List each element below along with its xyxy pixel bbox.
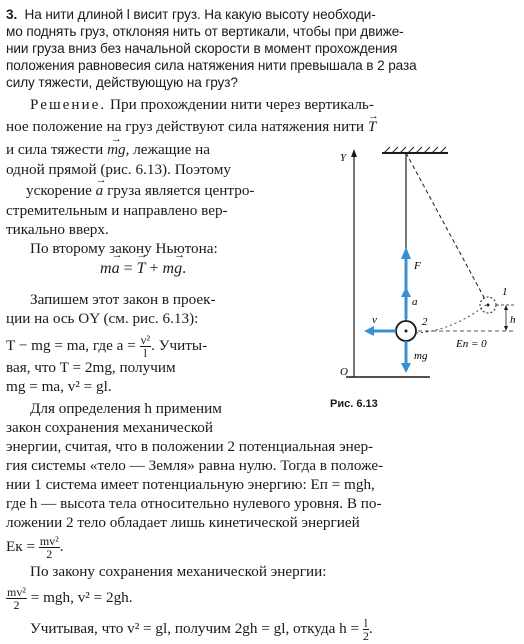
solution-line-24: Учитывая, что v² = gl, получим 2gh = gl, откуда h = $\frac{l}{2}$ . (30, 616, 373, 643)
problem-line-5: силу тяжести, действующую на груз? (6, 75, 238, 90)
solution-line-4: одной прямой (рис. 6.13). Поэтому (6, 161, 231, 178)
problem-line-3: нии груза вниз без начальной скорости в момент прохождения (6, 41, 398, 56)
problem-number: 3. (6, 7, 18, 22)
label-v: v (372, 314, 377, 326)
vector-a: → a (96, 182, 104, 200)
string-deflected (406, 153, 486, 301)
ceiling-support (382, 147, 448, 153)
label-pos-1: 1 (502, 286, 508, 298)
solution-line-7: тикально вверх. (6, 221, 109, 238)
solution-line-14: Для определения h применим (30, 400, 222, 417)
problem-line-1: 3. На нити длиной l висит груз. На какую высоту необходи- (6, 7, 376, 22)
fraction-mv2-over-2-b: $\frac{\text{mv²}}{2}$ (7, 585, 26, 612)
solution-line-12: вая, что T = 2mg, получим (6, 359, 176, 376)
label-pos-2: 2 (422, 316, 428, 328)
label-a: a (412, 296, 418, 308)
solution-line-22: По закону сохранения механической энергии: (30, 563, 327, 580)
solution-line-6: стремительным и направлено вер- (6, 202, 228, 219)
label-zero-level: Eп = 0 (456, 338, 487, 350)
solution-heading: Решение. (30, 96, 107, 113)
solution-line-20: ложении 2 тело обладает лишь кинетической энергией (6, 514, 360, 531)
problem-line-4: положения равновесия сила натяжения нити превышала в 2 раза (6, 58, 417, 73)
solution-line-16: энергии, считая, что в положении 2 потенциальная энер- (6, 438, 374, 455)
solution-line-23: $\frac{\text{mv²}}{2}$ = mgh, v² = 2gh. (7, 585, 133, 612)
label-h: h (510, 314, 516, 326)
problem-line-2: мо поднять груз, отклоняя нить от вертикали, чтобы при движе- (6, 24, 404, 39)
solution-line-3: и сила тяжести → mg, лежащие на (6, 141, 210, 159)
label-origin: O (340, 366, 348, 378)
solution-line-1: Решение. При прохождении нити через вертикаль- (30, 96, 374, 113)
solution-line-10: ции на ось OY (см. рис. 6.13): (6, 310, 199, 327)
figure-caption: Рис. 6.13 (330, 398, 378, 410)
fraction-v2-over-l: $\frac{\text{v²}}{l}$ (140, 333, 151, 360)
vector-T: → T (368, 118, 376, 136)
solution-line-11: T − mg = ma, где a = $\frac{\text{v²}}{l}$ . Учиты- (6, 333, 208, 360)
y-axis-arrow (351, 149, 357, 157)
solution-line-5: ускорение → a груза является центро- (26, 182, 255, 200)
fraction-l-over-2: $\frac{l}{2}$ (362, 616, 369, 643)
label-y: Y (340, 152, 347, 164)
newton-second-law: m→ a = → T + m→ g. (100, 260, 186, 278)
solution-line-17: гия системы «тело — Земля» равна нулю. Тогда в положе- (6, 457, 384, 474)
solution-line-8: По второму закону Ньютона: (30, 240, 218, 257)
label-F: F (414, 260, 421, 272)
vector-mg: → mg (107, 141, 126, 159)
solution-line-13: mg = ma, v² = gl. (6, 378, 112, 395)
solution-line-2: ное положение на груз действуют сила натяжения нити → T (6, 118, 376, 136)
pendulum-figure (326, 145, 522, 395)
solution-line-19: где h — высота тела относительно нулевого уровня. В по- (6, 495, 382, 512)
solution-line-18: нии 1 система имеет потенциальную энергию: Eп = mgh, (6, 476, 375, 493)
solution-line-9: Запишем этот закон в проек- (30, 291, 216, 308)
solution-line-21: Eк = $\frac{\text{mv²}}{2}$ . (6, 534, 64, 561)
solution-line-15: закон сохранения механической (6, 419, 214, 436)
label-mg: mg (414, 350, 428, 362)
fraction-mv2-over-2: $\frac{\text{mv²}}{2}$ (39, 534, 59, 561)
swing-arc (406, 305, 486, 333)
